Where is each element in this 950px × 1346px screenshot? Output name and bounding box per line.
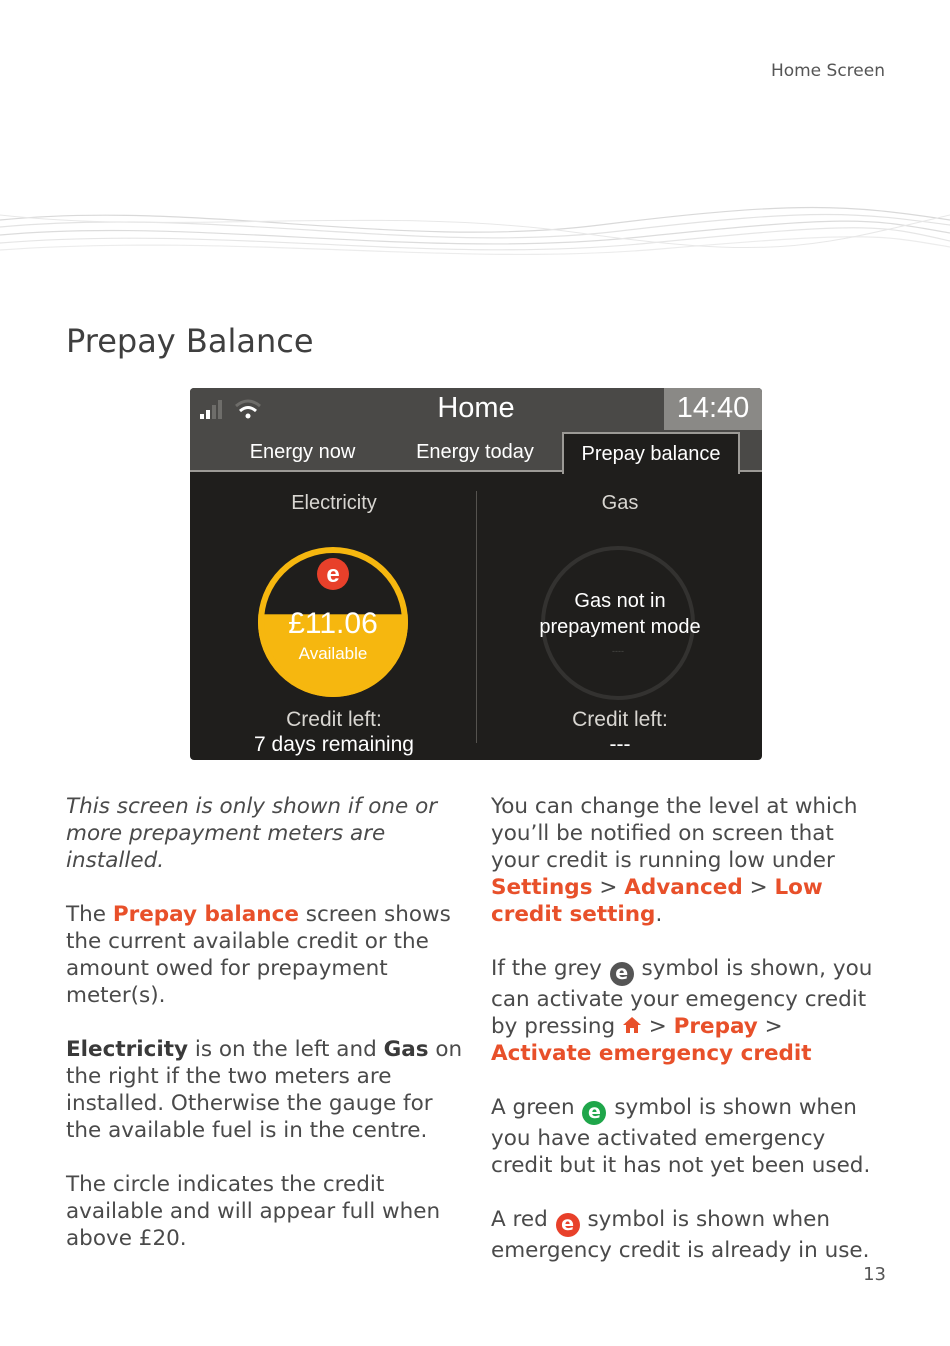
activate-emergency-credit-term: Activate emergency credit xyxy=(491,1041,812,1066)
device-clock: 14:40 xyxy=(664,388,762,430)
text: You can change the level at which you’ll be notified on screen that your credit is running low under xyxy=(491,794,858,873)
red-e-description xyxy=(491,1206,886,1264)
red-e-icon: e xyxy=(556,1213,580,1237)
home-icon xyxy=(622,1015,642,1035)
red-e-letter: e xyxy=(326,561,340,588)
settings-term: Settings xyxy=(491,875,593,900)
advanced-term: Advanced xyxy=(624,875,743,900)
text: . xyxy=(655,902,663,927)
grey-e-icon: e xyxy=(610,962,634,986)
text: symbol is shown, you can activate your emegency credit by pressing xyxy=(491,956,873,1039)
circle-description: The circle indicates the credit available and will appear full when above £20. xyxy=(66,1172,441,1251)
signal-strength-icon xyxy=(200,400,222,420)
text: A red xyxy=(491,1207,555,1232)
left-column xyxy=(66,793,466,1279)
wifi-icon xyxy=(234,398,262,420)
text: symbol is shown when emergency credit is already in use. xyxy=(491,1207,870,1263)
prepay-term: Prepay xyxy=(673,1014,758,1039)
electricity-available-label: Available xyxy=(298,644,368,663)
gas-credit-label: Credit left: xyxy=(572,708,668,731)
decorative-waves xyxy=(0,195,950,275)
electricity-amount: £11.06 xyxy=(288,607,378,640)
text: > xyxy=(592,875,625,900)
prepay-description xyxy=(66,901,466,1009)
page-title: Prepay Balance xyxy=(66,322,314,360)
gas-credit-value: --- xyxy=(609,733,631,756)
intro-note: This screen is only shown if one or more prepayment meters are installed. xyxy=(66,794,438,873)
text: > xyxy=(641,1014,674,1039)
gas-status-message xyxy=(520,588,720,640)
tab-energy-now[interactable]: Energy now xyxy=(249,441,356,463)
text: screen shows the current available credit or the amount owed for prepayment meter(s). xyxy=(66,902,451,1008)
text: > xyxy=(757,1014,783,1039)
gas-term: Gas xyxy=(383,1037,429,1062)
tab-prepay-balance[interactable]: Prepay balance xyxy=(562,432,740,474)
electricity-label: Electricity xyxy=(291,492,377,514)
gas-dash: ---- xyxy=(612,646,624,656)
device-tabs xyxy=(190,432,762,472)
text: If the grey xyxy=(491,956,609,981)
green-e-icon: e xyxy=(582,1101,606,1125)
device-title: Home xyxy=(437,392,515,424)
running-head: Home Screen xyxy=(770,61,885,81)
text: is on the left and xyxy=(188,1037,384,1062)
meter-position-description xyxy=(66,1036,466,1144)
gas-status-line2: prepayment mode xyxy=(539,616,701,638)
text: > xyxy=(742,875,775,900)
page-number: 13 xyxy=(863,1264,886,1285)
green-e-description xyxy=(491,1094,886,1179)
low-credit-description xyxy=(491,793,886,928)
text: The xyxy=(66,902,113,927)
tab-energy-today[interactable]: Energy today xyxy=(416,441,534,463)
electricity-term: Electricity xyxy=(66,1037,189,1062)
device-header xyxy=(190,388,762,432)
prepay-balance-term: Prepay balance xyxy=(112,902,299,927)
text: symbol is shown when you have activated emergency credit but it has not yet been used. xyxy=(491,1095,871,1178)
grey-e-description xyxy=(491,955,886,1067)
device-screen xyxy=(190,388,762,760)
electricity-credit-label: Credit left: xyxy=(286,708,382,731)
text: A green xyxy=(491,1095,582,1120)
right-column xyxy=(491,793,886,1291)
meter-divider xyxy=(476,491,477,743)
gas-label: Gas xyxy=(601,492,639,514)
gas-status-line1: Gas not in xyxy=(574,590,666,612)
electricity-credit-value: 7 days remaining xyxy=(254,733,414,756)
low-credit-setting-term: Low credit setting xyxy=(491,875,823,927)
text: on the right if the two meters are installed. Otherwise the gauge for the available fuel is in the centre. xyxy=(66,1037,463,1143)
